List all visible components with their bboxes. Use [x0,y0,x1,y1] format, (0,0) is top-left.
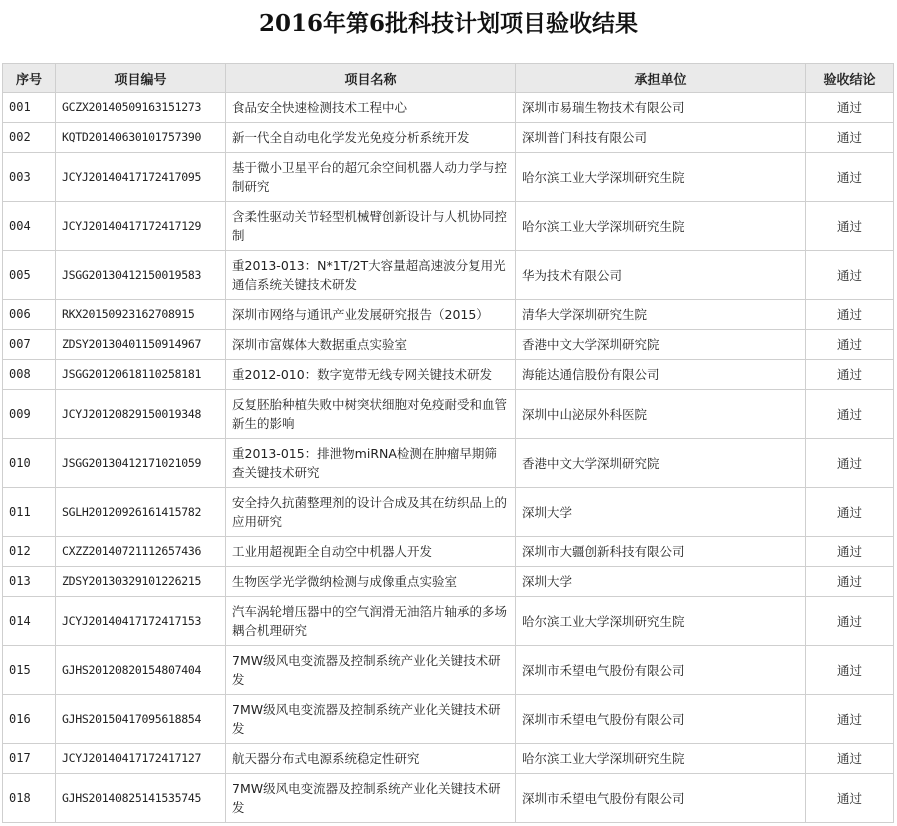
table-row [3,744,894,774]
table-row [3,202,894,251]
header-name: 项目名称 [226,64,516,93]
table-row [3,488,894,537]
cell-seq: 009 [3,390,56,439]
cell-name: 7MW级风电变流器及控制系统产业化关键技术研发 [226,774,516,823]
cell-unit: 清华大学深圳研究生院 [516,300,806,330]
cell-seq: 006 [3,300,56,330]
cell-unit: 华为技术有限公司 [516,251,806,300]
cell-unit: 哈尔滨工业大学深圳研究生院 [516,744,806,774]
cell-unit: 深圳市禾望电气股份有限公司 [516,646,806,695]
cell-result: 通过 [806,251,894,300]
cell-result: 通过 [806,567,894,597]
cell-unit: 香港中文大学深圳研究院 [516,330,806,360]
cell-result: 通过 [806,744,894,774]
cell-code: CXZZ20140721112657436 [56,537,226,567]
cell-result: 通过 [806,488,894,537]
cell-unit: 哈尔滨工业大学深圳研究生院 [516,153,806,202]
cell-name: 深圳市网络与通讯产业发展研究报告（2015） [226,300,516,330]
cell-unit: 深圳大学 [516,488,806,537]
cell-unit: 海能达通信股份有限公司 [516,360,806,390]
cell-code: GJHS20150417095618854 [56,695,226,744]
cell-name: 重2013-015：排泄物miRNA检测在肿瘤早期筛查关键技术研究 [226,439,516,488]
cell-code: JSGG20120618110258181 [56,360,226,390]
cell-name: 汽车涡轮增压器中的空气润滑无油箔片轴承的多场耦合机理研究 [226,597,516,646]
cell-name: 航天器分布式电源系统稳定性研究 [226,744,516,774]
cell-seq: 008 [3,360,56,390]
cell-unit: 哈尔滨工业大学深圳研究生院 [516,597,806,646]
table-row [3,330,894,360]
cell-code: JCYJ20120829150019348 [56,390,226,439]
table-row [3,597,894,646]
table-row [3,439,894,488]
cell-unit: 深圳普门科技有限公司 [516,123,806,153]
cell-result: 通过 [806,123,894,153]
cell-result: 通过 [806,300,894,330]
cell-seq: 007 [3,330,56,360]
cell-result: 通过 [806,774,894,823]
table-row [3,567,894,597]
cell-name: 含柔性驱动关节轻型机械臂创新设计与人机协同控制 [226,202,516,251]
cell-name: 安全持久抗菌整理剂的设计合成及其在纺织品上的应用研究 [226,488,516,537]
table-row [3,360,894,390]
cell-unit: 深圳市大疆创新科技有限公司 [516,537,806,567]
cell-name: 重2013-013：N*1T/2T大容量超高速波分复用光通信系统关键技术研发 [226,251,516,300]
cell-result: 通过 [806,695,894,744]
cell-unit: 香港中文大学深圳研究院 [516,439,806,488]
cell-seq: 005 [3,251,56,300]
header-result: 验收结论 [806,64,894,93]
cell-code: KQTD20140630101757390 [56,123,226,153]
cell-result: 通过 [806,202,894,251]
cell-seq: 004 [3,202,56,251]
cell-code: JSGG20130412171021059 [56,439,226,488]
cell-name: 7MW级风电变流器及控制系统产业化关键技术研发 [226,695,516,744]
table-row [3,695,894,744]
cell-seq: 014 [3,597,56,646]
cell-name: 深圳市富媒体大数据重点实验室 [226,330,516,360]
results-table [2,63,894,823]
cell-code: GJHS20140825141535745 [56,774,226,823]
table-row [3,390,894,439]
cell-code: ZDSY20130401150914967 [56,330,226,360]
cell-code: ZDSY20130329101226215 [56,567,226,597]
cell-seq: 002 [3,123,56,153]
cell-name: 7MW级风电变流器及控制系统产业化关键技术研发 [226,646,516,695]
header-code: 项目编号 [56,64,226,93]
cell-unit: 深圳市禾望电气股份有限公司 [516,774,806,823]
cell-result: 通过 [806,153,894,202]
cell-code: RKX20150923162708915 [56,300,226,330]
cell-code: JCYJ20140417172417129 [56,202,226,251]
cell-seq: 018 [3,774,56,823]
cell-name: 新一代全自动电化学发光免疫分析系统开发 [226,123,516,153]
table-row [3,123,894,153]
header-seq: 序号 [3,64,56,93]
cell-code: JCYJ20140417172417127 [56,744,226,774]
cell-name: 工业用超视距全自动空中机器人开发 [226,537,516,567]
cell-result: 通过 [806,93,894,123]
cell-seq: 003 [3,153,56,202]
cell-name: 食品安全快速检测技术工程中心 [226,93,516,123]
table-row [3,153,894,202]
cell-name: 重2012-010：数字宽带无线专网关键技术研发 [226,360,516,390]
cell-code: GJHS20120820154807404 [56,646,226,695]
cell-name: 基于微小卫星平台的超冗余空间机器人动力学与控制研究 [226,153,516,202]
cell-result: 通过 [806,390,894,439]
cell-code: JSGG20130412150019583 [56,251,226,300]
cell-code: JCYJ20140417172417153 [56,597,226,646]
cell-seq: 010 [3,439,56,488]
header-unit: 承担单位 [516,64,806,93]
cell-result: 通过 [806,439,894,488]
cell-name: 反复胚胎种植失败中树突状细胞对免疫耐受和血管新生的影响 [226,390,516,439]
cell-result: 通过 [806,597,894,646]
cell-name: 生物医学光学微纳检测与成像重点实验室 [226,567,516,597]
table-row [3,646,894,695]
cell-result: 通过 [806,360,894,390]
table-row [3,93,894,123]
cell-unit: 哈尔滨工业大学深圳研究生院 [516,202,806,251]
cell-unit: 深圳市禾望电气股份有限公司 [516,695,806,744]
cell-seq: 013 [3,567,56,597]
cell-result: 通过 [806,537,894,567]
cell-result: 通过 [806,330,894,360]
cell-code: SGLH20120926161415782 [56,488,226,537]
table-row [3,774,894,823]
table-row [3,537,894,567]
cell-seq: 012 [3,537,56,567]
cell-seq: 016 [3,695,56,744]
cell-seq: 015 [3,646,56,695]
cell-seq: 017 [3,744,56,774]
table-row [3,300,894,330]
cell-seq: 011 [3,488,56,537]
page-title: 2016年第6批科技计划项目验收结果 [258,10,639,37]
cell-unit: 深圳大学 [516,567,806,597]
table-header-row [3,64,894,93]
cell-code: JCYJ20140417172417095 [56,153,226,202]
cell-result: 通过 [806,646,894,695]
cell-code: GCZX20140509163151273 [56,93,226,123]
cell-unit: 深圳中山泌尿外科医院 [516,390,806,439]
cell-seq: 001 [3,93,56,123]
cell-unit: 深圳市易瑞生物技术有限公司 [516,93,806,123]
table-row [3,251,894,300]
